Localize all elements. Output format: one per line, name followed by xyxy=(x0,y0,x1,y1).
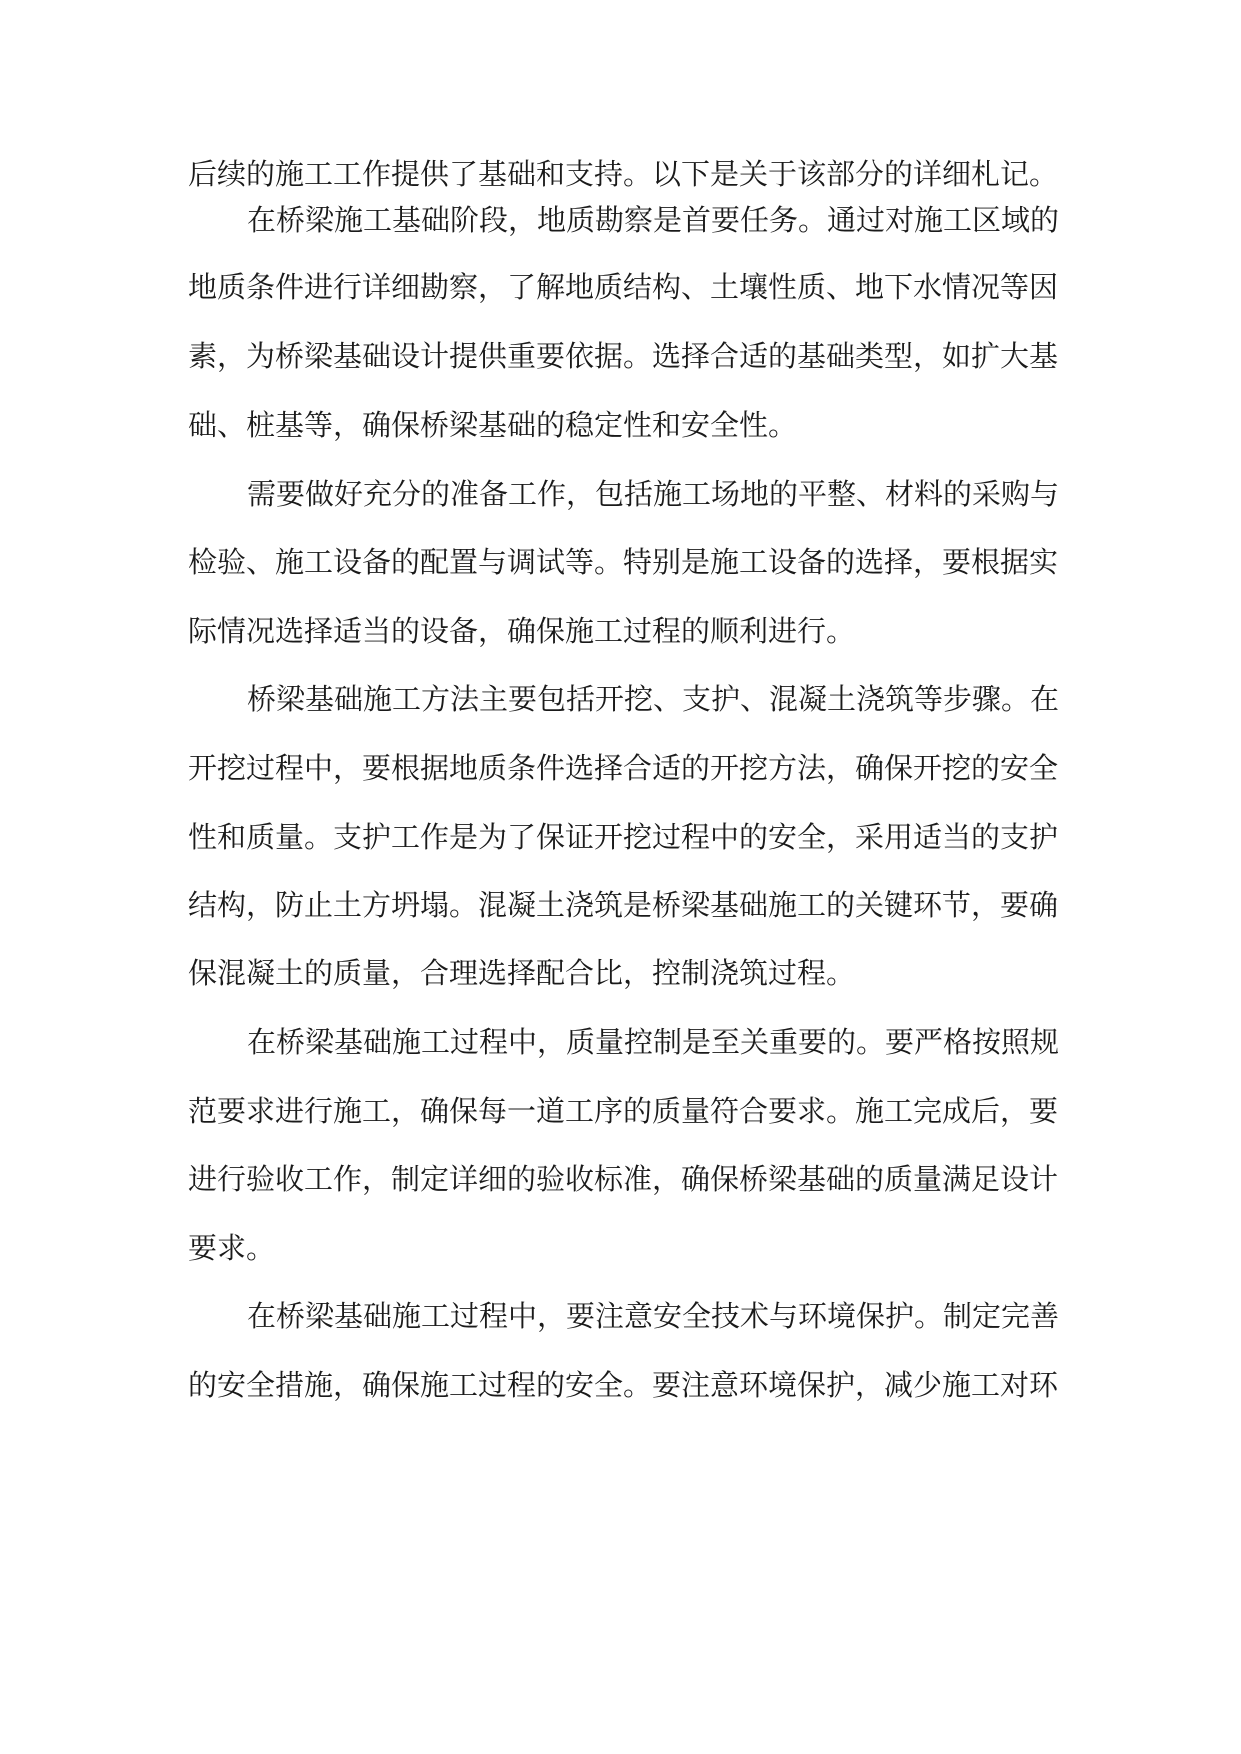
paragraph-first-line: 在桥梁基础施工过程中，质量控制是至关重要的。要严格按照规 xyxy=(247,1025,1060,1059)
text-line: 地质条件进行详细勘察，了解地质结构、土壤性质、地下水情况等因 xyxy=(188,270,1059,304)
text-line: 性和质量。支护工作是为了保证开挖过程中的安全，采用适当的支护 xyxy=(188,820,1059,854)
paragraph-first-line: 在桥梁基础施工过程中，要注意安全技术与环境保护。制定完善 xyxy=(247,1299,1060,1333)
text-line: 结构，防止土方坍塌。混凝土浇筑是桥梁基础施工的关键环节，要确 xyxy=(188,888,1059,922)
text-line: 础、桩基等，确保桥梁基础的稳定性和安全性。 xyxy=(188,408,798,442)
text-line: 开挖过程中，要根据地质条件选择合适的开挖方法，确保开挖的安全 xyxy=(188,751,1059,785)
text-line: 的安全措施，确保施工过程的安全。要注意环境保护，减少施工对环 xyxy=(188,1368,1059,1402)
text-line: 进行验收工作，制定详细的验收标准，确保桥梁基础的质量满足设计 xyxy=(188,1162,1059,1196)
text-line: 素，为桥梁基础设计提供重要依据。选择合适的基础类型，如扩大基 xyxy=(188,339,1059,373)
text-line: 要求。 xyxy=(188,1231,276,1265)
text-line: 际情况选择适当的设备，确保施工过程的顺利进行。 xyxy=(188,614,856,648)
text-line: 范要求进行施工，确保每一道工序的质量符合要求。施工完成后，要 xyxy=(188,1094,1059,1128)
paragraph-first-line: 桥梁基础施工方法主要包括开挖、支护、混凝土浇筑等步骤。在 xyxy=(247,682,1060,716)
paragraph-first-line: 需要做好充分的准备工作，包括施工场地的平整、材料的采购与 xyxy=(247,477,1060,511)
text-line: 保混凝土的质量，合理选择配合比，控制浇筑过程。 xyxy=(188,956,856,990)
paragraph-first-line: 在桥梁施工基础阶段，地质勘察是首要任务。通过对施工区域的 xyxy=(247,203,1060,237)
text-line: 后续的施工工作提供了基础和支持。以下是关于该部分的详细札记。 xyxy=(188,157,1059,191)
text-line: 检验、施工设备的配置与调试等。特别是施工设备的选择，要根据实 xyxy=(188,545,1059,579)
